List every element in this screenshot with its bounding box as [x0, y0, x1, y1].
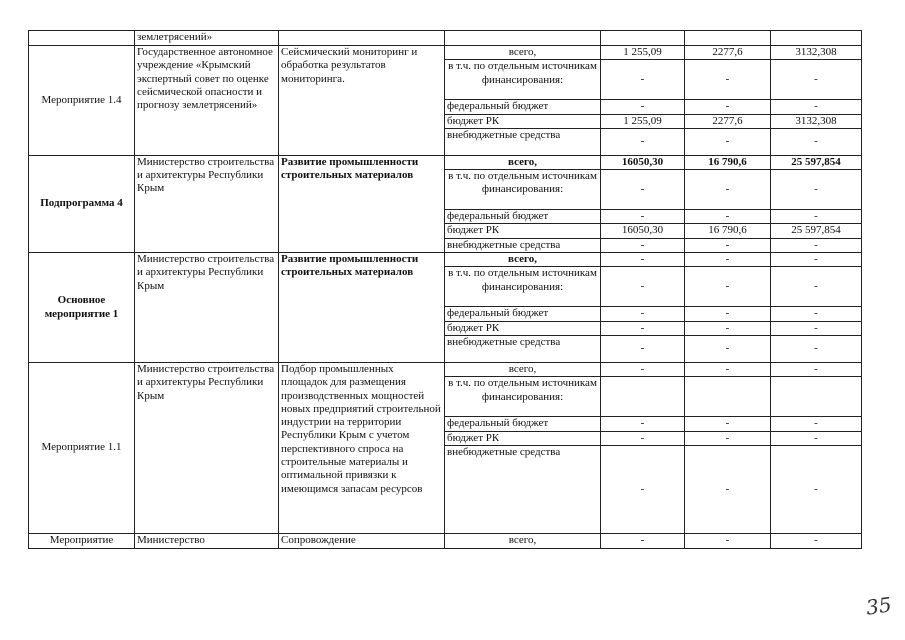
om1-executor: Министерство строительства и архитектуры Республики Крым	[135, 253, 279, 363]
sp4-row-rk: бюджет РК 16050,30 16 790,6 25 597,854	[29, 224, 862, 238]
m11-executor: Министерство строительства и архитектуры Республики Крым	[135, 362, 279, 533]
m14-row-federal: федеральный бюджет - - -	[29, 100, 862, 114]
m14-title: Сейсмический мониторинг и обработка результатов мониторинга.	[279, 46, 445, 156]
m11-row-rk: бюджет РК - - -	[29, 431, 862, 445]
om1-label: Основное мероприятие 1	[29, 253, 135, 363]
sp4-row-total: Подпрограмма 4 Министерство строительства и архитектуры Республики Крым Развитие промышленности строительных материалов всего, 16050,30 16 790,6 25 597,854	[29, 155, 862, 169]
last-executor: Министерство	[135, 533, 279, 548]
sp4-label: Подпрограмма 4	[29, 155, 135, 252]
page-number: 35	[864, 592, 893, 620]
sp4-row-extra: внебюджетные средства - - -	[29, 238, 862, 252]
om1-row-total: Основное мероприятие 1 Министерство строительства и архитектуры Республики Крым Развитие промышленности строительных материалов всего, - - -	[29, 253, 862, 267]
sp4-title: Развитие промышленности строительных материалов	[279, 155, 445, 252]
m11-row-sources: в т.ч. по отдельным источникам финансирования:	[29, 377, 862, 417]
m14-row-extra: внебюджетные средства - - -	[29, 128, 862, 155]
m14-row-rk: бюджет РК 1 255,09 2277,6 3132,308	[29, 114, 862, 128]
om1-row-federal: федеральный бюджет - - -	[29, 307, 862, 321]
m14-executor: Государственное автономное учреждение «Крымский экспертный совет по оценке сейсмической опасности и прогнозу землетрясений»	[135, 46, 279, 156]
m14-label: Мероприятие 1.4	[29, 46, 135, 156]
last-row: Мероприятие Министерство Сопровождение всего, - - -	[29, 533, 862, 548]
om1-row-rk: бюджет РК - - -	[29, 321, 862, 335]
om1-title: Развитие промышленности строительных материалов	[279, 253, 445, 363]
m11-label: Мероприятие 1.1	[29, 362, 135, 533]
m14-row-total: Мероприятие 1.4 Государственное автономное учреждение «Крымский экспертный совет по оценке сейсмической опасности и прогнозу землетрясений» Сейсмический мониторинг и обработка результатов мониторинга. всего, 1 255,09 2277,6 3132,308	[29, 46, 862, 60]
last-title: Сопровождение	[279, 533, 445, 548]
om1-row-sources: в т.ч. по отдельным источникам финансирования: - - -	[29, 267, 862, 307]
m11-row-extra: внебюджетные средства - - -	[29, 445, 862, 533]
m11-title: Подбор промышленных площадок для размещения производственных мощностей новых предприятий строительной индустрии на территории Республики Крым с учетом перспективного спроса на строительные материалы и оптимальной привязки к имеющимся запасам ресурсов	[279, 362, 445, 533]
continuation-row	[29, 31, 862, 46]
m14-row-sources: в т.ч. по отдельным источникам финансирования: - - -	[29, 60, 862, 100]
m11-row-federal: федеральный бюджет - - -	[29, 417, 862, 431]
sp4-row-sources: в т.ч. по отдельным источникам финансирования: - - -	[29, 170, 862, 210]
sp4-executor: Министерство строительства и архитектуры Республики Крым	[135, 155, 279, 252]
m11-row-total: Мероприятие 1.1 Министерство строительства и архитектуры Республики Крым Подбор промышленных площадок для размещения производственных мощностей новых предприятий строительной индустрии на территории Республики Крым с учетом перспективного спроса на строительные материалы и оптимальной привязки к имеющимся запасам ресурсов всего, - - -	[29, 362, 862, 376]
om1-row-extra: внебюджетные средства - - -	[29, 335, 862, 362]
last-label: Мероприятие	[29, 533, 135, 548]
budget-table	[28, 30, 862, 549]
sp4-row-federal: федеральный бюджет - - -	[29, 210, 862, 224]
executor-cell: землетрясений»	[135, 31, 279, 46]
